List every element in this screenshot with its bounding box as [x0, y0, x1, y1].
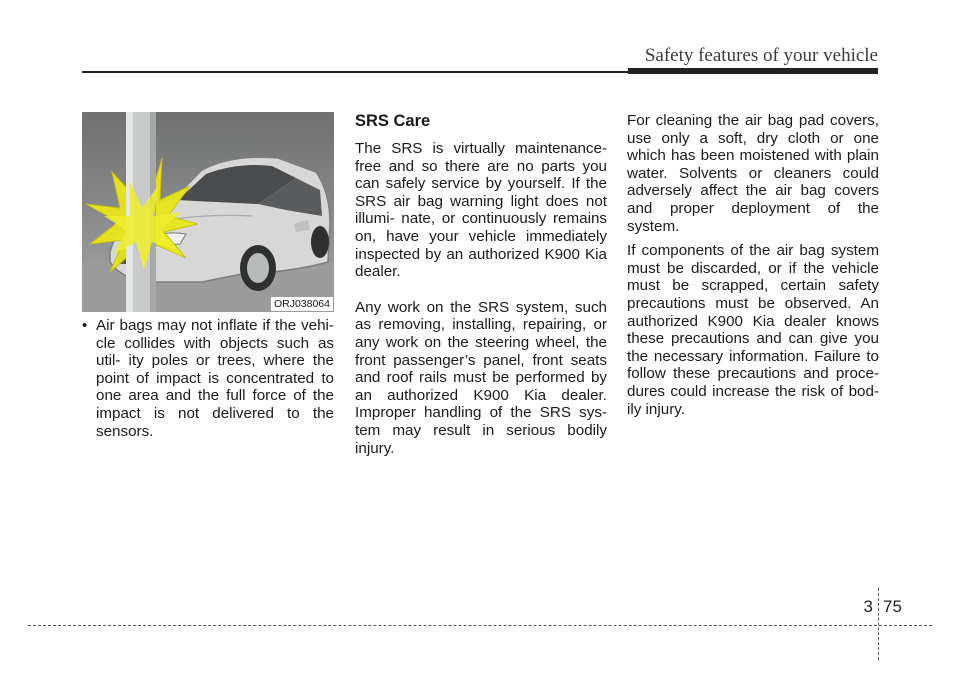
chapter-number: 3 [863, 597, 873, 616]
column-middle [355, 112, 607, 457]
paragraph: The SRS is virtually maintenance- free and so there are no parts you can safely service by yourself. If the SRS air bag warning light does not illumi- nate, or continuously remains on, have your vehicle immediately inspected by an authorized K900 Kia dealer. [355, 140, 607, 281]
car-front-wheel-rim [247, 253, 269, 283]
header-rule [82, 71, 628, 73]
paragraph: If components of the air bag system must be discarded, or if the vehicle must be scrapped, certain safety precautions must be observed. An authorized K900 Kia dealer knows these precautions and can give you the necessary information. Failure to follow these precautions and proce- dures could increase the risk of bod- ily injury. [627, 242, 879, 418]
footer-rule [28, 625, 932, 626]
car-illustration-graphic [82, 112, 334, 312]
figure-caption: ORJ038064 [271, 297, 333, 311]
column-left [82, 112, 334, 440]
bullet-item [82, 317, 334, 440]
paragraph: Any work on the SRS system, such as removing, installing, repairing, or any work on the steering wheel, the front passenger’s panel, front seats and roof rails must be performed by an authorized K900 Kia dealer. Improper handling of the SRS sys- tem may result in serious bodily injury. [355, 298, 607, 457]
header-rule-accent [628, 68, 878, 74]
car-pole-collision-illustration [82, 112, 334, 312]
section-heading: SRS Care [355, 112, 431, 130]
car-rear-wheel [311, 226, 329, 258]
column-right [627, 112, 879, 418]
bullet-marker: • [82, 317, 88, 334]
page-number: 75 [883, 597, 902, 616]
header-title: Safety features of your vehicle [644, 45, 878, 66]
footer-divider [878, 588, 879, 660]
paragraph: For cleaning the air bag pad covers, use only a soft, dry cloth or one which has been moistened with plain water. Solvents or cleaners could adversely affect the air bag covers and proper deployment of the system. [627, 112, 879, 235]
bullet-text: Air bags may not inflate if the vehi- cle collides with objects such as util- ity poles or trees, where the point of impact is concentrated to one area and the full force of the impact is not delivered to the sensors. [96, 317, 334, 440]
